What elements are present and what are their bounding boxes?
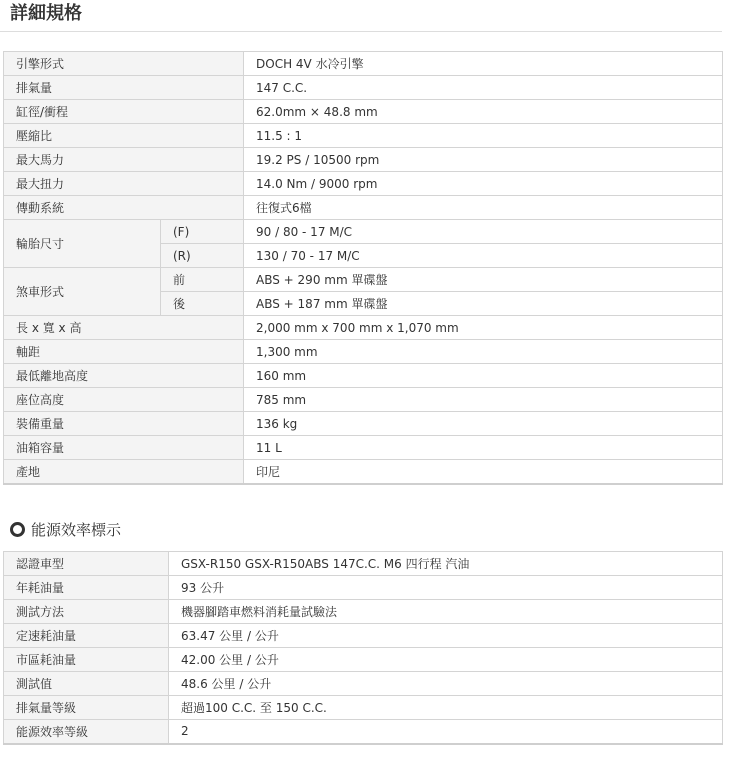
energy-value: 機器腳踏車燃料消耗量試驗法 — [169, 600, 723, 624]
spec-label: 最大馬力 — [4, 148, 244, 172]
energy-value: GSX-R150 GSX-R150ABS 147C.C. M6 四行程 汽油 — [169, 552, 723, 576]
energy-row — [4, 720, 723, 744]
energy-label: 測試值 — [4, 672, 169, 696]
spec-label: 排氣量 — [4, 76, 244, 100]
energy-table — [3, 551, 723, 745]
spec-value: 90 / 80 - 17 M/C — [244, 220, 723, 244]
title-divider — [0, 31, 722, 32]
spec-label: 最低離地高度 — [4, 364, 244, 388]
spec-row-transmission — [4, 196, 723, 220]
spec-value: ABS + 290 mm 單碟盤 — [244, 268, 723, 292]
spec-table — [3, 51, 723, 485]
spec-row-max-torque — [4, 172, 723, 196]
spec-row-seat-height — [4, 388, 723, 412]
energy-row — [4, 696, 723, 720]
spec-label: 引擎形式 — [4, 52, 244, 76]
spec-label: 缸徑/衝程 — [4, 100, 244, 124]
spec-value: 136 kg — [244, 412, 723, 436]
spec-label: 油箱容量 — [4, 436, 244, 460]
spec-row-max-power — [4, 148, 723, 172]
energy-value: 93 公升 — [169, 576, 723, 600]
energy-row — [4, 624, 723, 648]
spec-value: 1,300 mm — [244, 340, 723, 364]
energy-heading-text: 能源效率標示 — [31, 520, 122, 539]
energy-value: 48.6 公里 / 公升 — [169, 672, 723, 696]
energy-section-heading — [10, 518, 121, 540]
energy-label: 年耗油量 — [4, 576, 169, 600]
energy-row — [4, 648, 723, 672]
energy-label: 測試方法 — [4, 600, 169, 624]
spec-row-ground-clearance — [4, 364, 723, 388]
energy-row — [4, 576, 723, 600]
energy-label: 定速耗油量 — [4, 624, 169, 648]
spec-row-compression — [4, 124, 723, 148]
spec-value: 130 / 70 - 17 M/C — [244, 244, 723, 268]
spec-row-engine-type — [4, 52, 723, 76]
spec-label: 最大扭力 — [4, 172, 244, 196]
spec-value: ABS + 187 mm 單碟盤 — [244, 292, 723, 316]
energy-label: 能源效率等級 — [4, 720, 169, 744]
spec-value: 160 mm — [244, 364, 723, 388]
spec-label: 產地 — [4, 460, 244, 484]
spec-row-wheelbase — [4, 340, 723, 364]
spec-value: DOCH 4V 水冷引擎 — [244, 52, 723, 76]
spec-value: 11 L — [244, 436, 723, 460]
spec-value: 147 C.C. — [244, 76, 723, 100]
spec-row-fuel-capacity — [4, 436, 723, 460]
energy-value: 42.00 公里 / 公升 — [169, 648, 723, 672]
energy-label: 排氣量等級 — [4, 696, 169, 720]
energy-row — [4, 552, 723, 576]
spec-label: 傳動系統 — [4, 196, 244, 220]
energy-label: 市區耗油量 — [4, 648, 169, 672]
spec-value: 785 mm — [244, 388, 723, 412]
spec-value: 11.5 : 1 — [244, 124, 723, 148]
energy-row — [4, 672, 723, 696]
spec-label: 軸距 — [4, 340, 244, 364]
spec-row-tire-front — [4, 220, 723, 244]
spec-row-origin — [4, 460, 723, 484]
spec-label: 座位高度 — [4, 388, 244, 412]
energy-value: 2 — [169, 720, 723, 744]
spec-sublabel: (R) — [161, 244, 244, 268]
spec-value: 往復式6檔 — [244, 196, 723, 220]
spec-sublabel: (F) — [161, 220, 244, 244]
spec-label: 輪胎尺寸 — [4, 220, 161, 268]
energy-row — [4, 600, 723, 624]
spec-value: 印尼 — [244, 460, 723, 484]
page-title: 詳細規格 — [10, 3, 82, 24]
spec-row-dimensions — [4, 316, 723, 340]
spec-row-bore-stroke — [4, 100, 723, 124]
spec-sublabel: 前 — [161, 268, 244, 292]
spec-value: 2,000 mm x 700 mm x 1,070 mm — [244, 316, 723, 340]
spec-label: 煞車形式 — [4, 268, 161, 316]
spec-label: 長 x 寬 x 高 — [4, 316, 244, 340]
energy-value: 超過100 C.C. 至 150 C.C. — [169, 696, 723, 720]
spec-row-brake-front — [4, 268, 723, 292]
energy-value: 63.47 公里 / 公升 — [169, 624, 723, 648]
spec-row-displacement — [4, 76, 723, 100]
spec-value: 19.2 PS / 10500 rpm — [244, 148, 723, 172]
spec-label: 裝備重量 — [4, 412, 244, 436]
spec-label: 壓縮比 — [4, 124, 244, 148]
circle-bullet-icon — [10, 522, 25, 537]
spec-row-curb-weight — [4, 412, 723, 436]
spec-value: 14.0 Nm / 9000 rpm — [244, 172, 723, 196]
energy-label: 認證車型 — [4, 552, 169, 576]
spec-value: 62.0mm × 48.8 mm — [244, 100, 723, 124]
spec-sublabel: 後 — [161, 292, 244, 316]
